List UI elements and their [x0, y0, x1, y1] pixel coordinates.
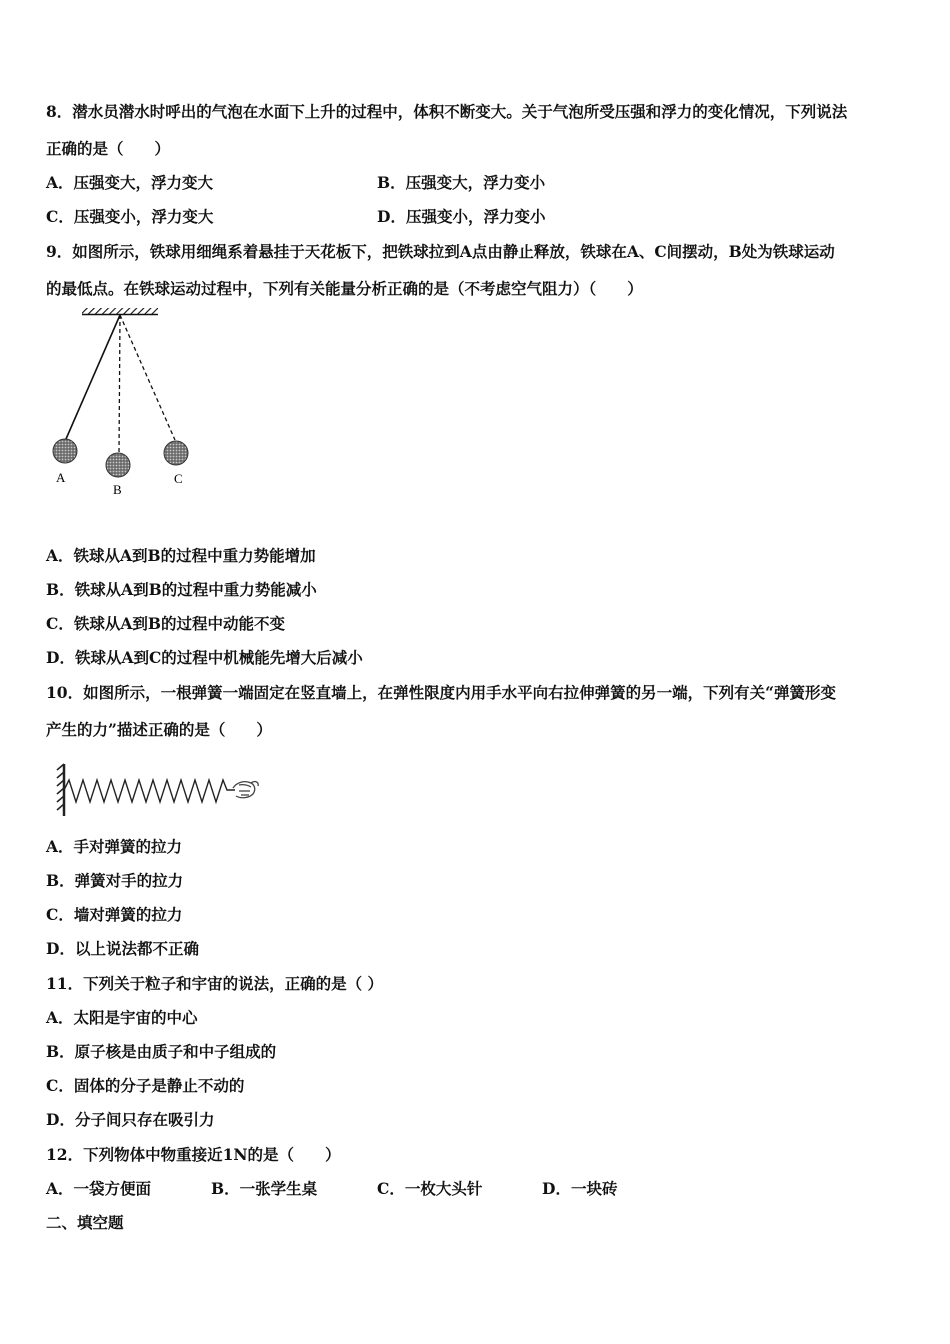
q8-option-d: D．压强变小，浮力变小 — [377, 207, 546, 226]
spring — [64, 780, 235, 802]
q9-stem-line1: 9．如图所示，铁球用细绳系着悬挂于天花板下，把铁球拉到A点由静止释放，铁球在A、C间摆动，B处为铁球运动 — [46, 242, 835, 261]
q8-option-a: A．压强变大，浮力变大 — [46, 173, 214, 192]
q9-option-a: A．铁球从A到B的过程中重力势能增加 — [46, 546, 316, 565]
q10-stem-line2: 产生的力”描述正确的是（ ） — [46, 720, 272, 739]
pendulum-figure — [40, 305, 200, 505]
string-b — [119, 315, 120, 453]
q10-option-d: D．以上说法都不正确 — [46, 939, 199, 958]
ball-b — [106, 453, 130, 477]
q10-option-b: B．弹簧对手的拉力 — [46, 871, 184, 890]
q9-stem-line2: 的最低点。在铁球运动过程中，下列有关能量分析正确的是（不考虑空气阻力）（ ） — [46, 279, 643, 298]
q11-option-a: A．太阳是宇宙的中心 — [46, 1008, 198, 1027]
ball-a — [53, 439, 77, 463]
ball-c — [164, 441, 188, 465]
q9-option-b: B．铁球从A到B的过程中重力势能减小 — [46, 580, 317, 599]
q8-option-c: C．压强变小，浮力变大 — [46, 207, 214, 226]
q11-option-b: B．原子核是由质子和中子组成的 — [46, 1042, 277, 1061]
q8-stem-line1: 8．潜水员潜水时呼出的气泡在水面下上升的过程中，体积不断变大。关于气泡所受压强和浮力的变化情况，下列说法 — [46, 102, 848, 121]
q12-option-d: D．一块砖 — [542, 1179, 618, 1198]
hand-icon — [233, 782, 258, 798]
q12-option-b: B．一张学生桌 — [211, 1179, 318, 1198]
q8-option-b: B．压强变大，浮力变小 — [377, 173, 546, 192]
q10-stem-line1: 10．如图所示，一根弹簧一端固定在竖直墙上，在弹性限度内用手水平向右拉伸弹簧的另一端，下列有关“弹簧形变 — [46, 683, 836, 702]
q12-option-a: A．一袋方便面 — [46, 1179, 152, 1198]
label-c: C — [174, 471, 183, 486]
q9-option-c: C．铁球从A到B的过程中动能不变 — [46, 614, 285, 633]
string-a — [66, 315, 120, 439]
q10-option-a: A．手对弹簧的拉力 — [46, 837, 183, 856]
string-c — [120, 315, 175, 440]
q11-stem: 11．下列关于粒子和宇宙的说法，正确的是（ ） — [46, 974, 383, 993]
q11-option-d: D．分子间只存在吸引力 — [46, 1110, 215, 1129]
q12-option-c: C．一枚大头针 — [377, 1179, 483, 1198]
spring-figure — [55, 758, 265, 820]
q10-option-c: C．墙对弹簧的拉力 — [46, 905, 183, 924]
label-b: B — [113, 482, 122, 497]
label-a: A — [56, 470, 66, 485]
q12-stem: 12．下列物体中物重接近1N的是（ ） — [46, 1145, 341, 1164]
q9-option-d: D．铁球从A到C的过程中机械能先增大后减小 — [46, 648, 363, 667]
wall — [57, 764, 64, 816]
section-title: 二、填空题 — [46, 1213, 124, 1232]
q8-stem-line2: 正确的是（ ） — [46, 139, 171, 158]
q11-option-c: C．固体的分子是静止不动的 — [46, 1076, 245, 1095]
ceiling — [82, 308, 158, 315]
